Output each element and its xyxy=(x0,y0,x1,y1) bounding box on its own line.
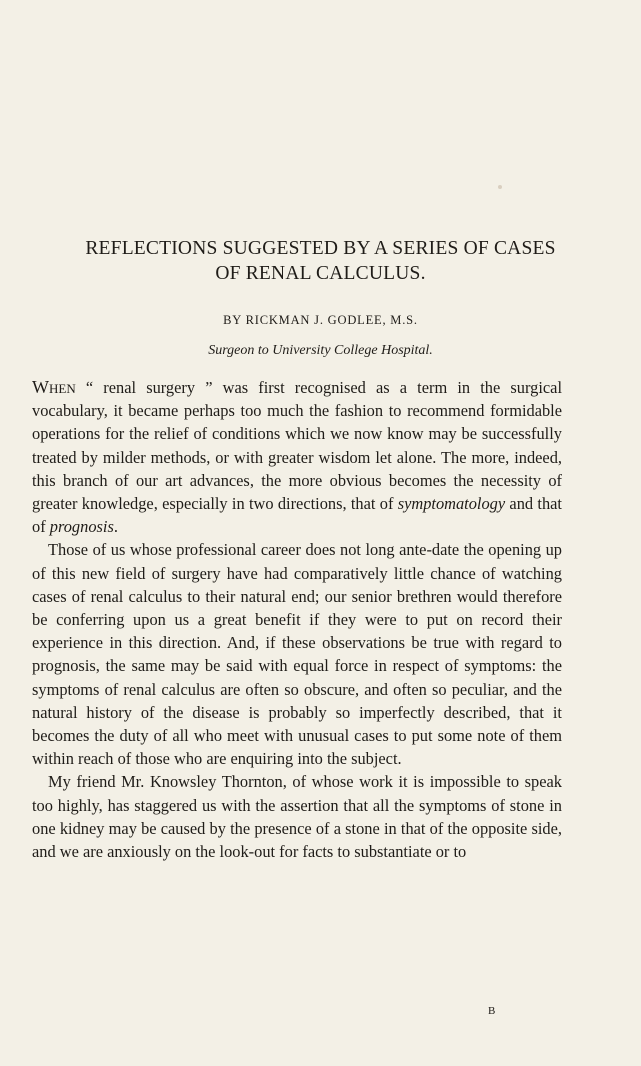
paragraph-2: Those of us whose professional career does not long ante-date the opening up of this new field of surgery have had comparatively little chance of watching cases of renal calculus to their natural end; our senior brethren would therefore be conferring upon us a great benefit if they were to put on record their experience in this direction. And, if these observations be true with regard to prognosis, the same may be said with equal force in respect of symptoms: the symptoms of renal calculus are often so obscure, and often so peculiar, and the natural history of the disease is probably so imperfectly described, that it becomes the duty of all who meet with unusual cases to put some note of them within reach of those who are enquiring into the subject. xyxy=(32,540,562,769)
article-body xyxy=(32,376,562,863)
emphasis-prognosis: prognosis xyxy=(49,517,114,537)
paragraph-1-text-a: “ renal surgery ” was first recognised as a term in the surgical vocabulary, it became perhaps too much the fashion to recommend formidable operations for the relief of conditions which we now know may be successfully treated by milder methods, or with greater wisdom let alone. The more, indeed, this branch of our art advances, the more obvious becomes the necessity of greater knowledge, especially in two directions, that of xyxy=(32,378,562,514)
signature-mark: B xyxy=(488,1005,496,1017)
article-title xyxy=(0,236,641,286)
paragraph-1-lead-word: When xyxy=(32,377,76,397)
paragraph-3: My friend Mr. Knowsley Thornton, of whose work it is impossible to speak too highly, has staggered us with the assertion that all the symptoms of stone in one kidney may be caused by the presence of a stone in that of the opposite side, and we are anxiously on the look-out for facts to substantiate or to xyxy=(32,772,562,862)
author-affiliation: Surgeon to University College Hospital. xyxy=(208,343,433,358)
article-title-line-2: OF RENAL CALCULUS. xyxy=(215,263,426,284)
emphasis-symptomatology: symptomatology xyxy=(397,494,506,514)
paragraph-1 xyxy=(32,376,562,538)
paragraph-1-text-c: . xyxy=(113,517,118,537)
author-byline: BY RICKMAN J. GODLEE, M.S. xyxy=(223,313,418,327)
paper-blemish xyxy=(498,185,502,189)
paragraph-1-text-b: and that of xyxy=(32,494,562,537)
article-title-line-1: REFLECTIONS SUGGESTED BY A SERIES OF CASES xyxy=(85,238,556,259)
